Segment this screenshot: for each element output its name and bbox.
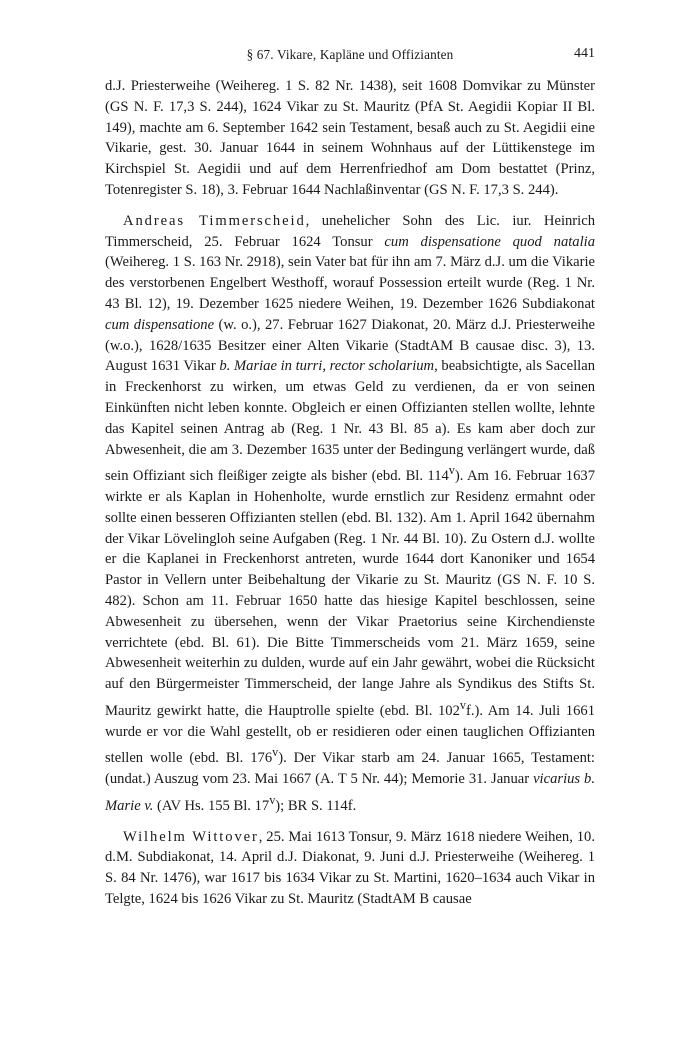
verso-mark: v (448, 463, 455, 478)
section-title: § 67. Vikare, Kapläne und Offizianten (246, 47, 454, 62)
latin-phrase: cum dispensatione (105, 316, 215, 333)
person-name: Wilhelm Wittover (123, 828, 259, 845)
entry-text: (AV Hs. 155 Bl. 17 (153, 797, 270, 814)
entry-timmerscheid (105, 211, 595, 817)
entry-text: ). Am 16. Februar 1637 wirkte er als Kaplan in Hohenholte, wurde ernstlich zur Residenz ermahnt oder sollte einen besseren Offizianten stellen (ebd. Bl. 132). Am 1. April 1642 übernahm der Vikar Lövelingloh seine Aufgaben (Reg. 1 Nr. 44 Bl. 10). Zu Ostern d.J. wollte er die Kaplanei in Freckenhorst antreten, wurde 1644 dort Kanoniker und 1654 Pastor in Vellern unter Beibehaltung der Vikarie zu St. Mauritz (GS N. F. 10 S. 482). Schon am 11. Februar 1650 hatte das hiesige Kapitel beschlossen, seine Abwesenheit zu übersehen, wenn der Vikar Praetorius seine Kirchendienste verrichtete (ebd. Bl. 61). Die Bitte Timmerscheids vom 21. März 1659, seine Abwesenheit weiterhin zu dulden, wurde auf ein Jahr gewährt, wobei die Rücksicht auf den Bürgermeister Timmerscheid, der lange Jahre als Syndikus des Stifts St. Mauritz gewirkt hatte, die Hauptrolle spielte (ebd. Bl. 102 (105, 468, 595, 719)
entry-text: ). Der Vikar starb am 24. Januar 1665, Testament: (undat.) Auszug vom 23. Mai 1667 (A. T 5 Nr. 44); Memorie 31. Januar (105, 750, 595, 788)
entry-wittover (105, 827, 595, 910)
verso-mark: v (459, 697, 466, 712)
entry-text: (w. o.), 27. Februar 1627 Diakonat, 20. März d.J. Priesterweihe (w.o.), 1628/1635 Besitzer einer Alten Vikarie (StadtAM B causae disc. 3), 13. August 1631 Vikar (105, 316, 595, 375)
entry-text: (Weihereg. 1 S. 163 Nr. 2918), sein Vater bat für ihn am 7. März d.J. um die Vikarie des verstorbenen Engelbert Westhoff, worauf Possession erteilt wurde (Reg. 1 Nr. 43 Bl. 12), 19. Dezember 1625 niedere Weihen, 19. Dezember 1626 Subdiakonat (105, 254, 595, 312)
verso-mark: v (272, 745, 279, 760)
entry-text: , beabsichtigte, als Sacellan in Freckenhorst zu wirken, um etwas Geld zu verdienen, da er von seinen Einkünften nicht leben konnte. Obgleich er einen Offizianten stellen wollte, lehnte das Kapitel seinen Antrag ab (Reg. 1 Nr. 43 Bl. 85 a). Es kam aber doch zur Abwesenheit, die am 3. Dezember 1635 unter der Bedingung verlängert wurde, daß sein Offiziant sich fleißiger zeigte als bisher (ebd. Bl. 114 (105, 358, 595, 485)
page-number: 441 (574, 46, 595, 61)
paragraph-continuation (105, 76, 595, 201)
verso-mark: v (269, 792, 276, 807)
latin-phrase: cum dispensatione quod natalia (384, 233, 595, 250)
entry-text: f.). Am 14. Juli 1661 wurde er vor die Wahl gestellt, ob er residieren oder einen tauglichen Offizianten stellen wolle (ebd. Bl. 176 (105, 702, 595, 767)
latin-phrase: vicarius b. Marie v. (105, 771, 595, 814)
entry-text: , 25. Mai 1613 Tonsur, 9. März 1618 niedere Weihen, 10. d.M. Subdiakonat, 14. April d.J. Diakonat, 9. Juni d.J. Priesterweihe (Weihereg. 1 S. 84 Nr. 1476), war 1617 bis 1634 Vikar zu St. Martini, 1620–1634 auch Vikar in Telgte, 1624 bis 1626 Vikar zu St. Mauritz (StadtAM B causae (105, 828, 595, 907)
entry-text: , unehelicher Sohn des Lic. iur. Heinrich Timmerscheid, 25. Februar 1624 Tonsur (105, 212, 595, 250)
paragraph-text: d.J. Priesterweihe (Weihereg. 1 S. 82 Nr. 1438), seit 1608 Domvikar zu Münster (GS N. F. 17,3 S. 244), 1624 Vikar zu St. Mauritz (PfA St. Aegidii Kopiar II Bl. 149), machte am 6. September 1642 sein Testament, besaß auch zu St. Aegidii eine Vikarie, gest. 30. Januar 1644 in seinem Wohnhaus auf der Lüttikenstege im Kirchspiel St. Aegidii und auf dem Herrenfriedhof am Dom bestattet (Prinz, Totenregister S. 18), 3. Februar 1644 Nachlaßinventar (GS N. F. 17,3 S. 244). (105, 78, 595, 198)
running-header (105, 47, 595, 67)
person-name: Andreas Timmerscheid (123, 212, 306, 229)
body-text (105, 76, 595, 910)
latin-phrase: b. Mariae in turri, rector scholarium (219, 358, 435, 375)
entry-text: ); BR S. 114f. (275, 797, 357, 814)
